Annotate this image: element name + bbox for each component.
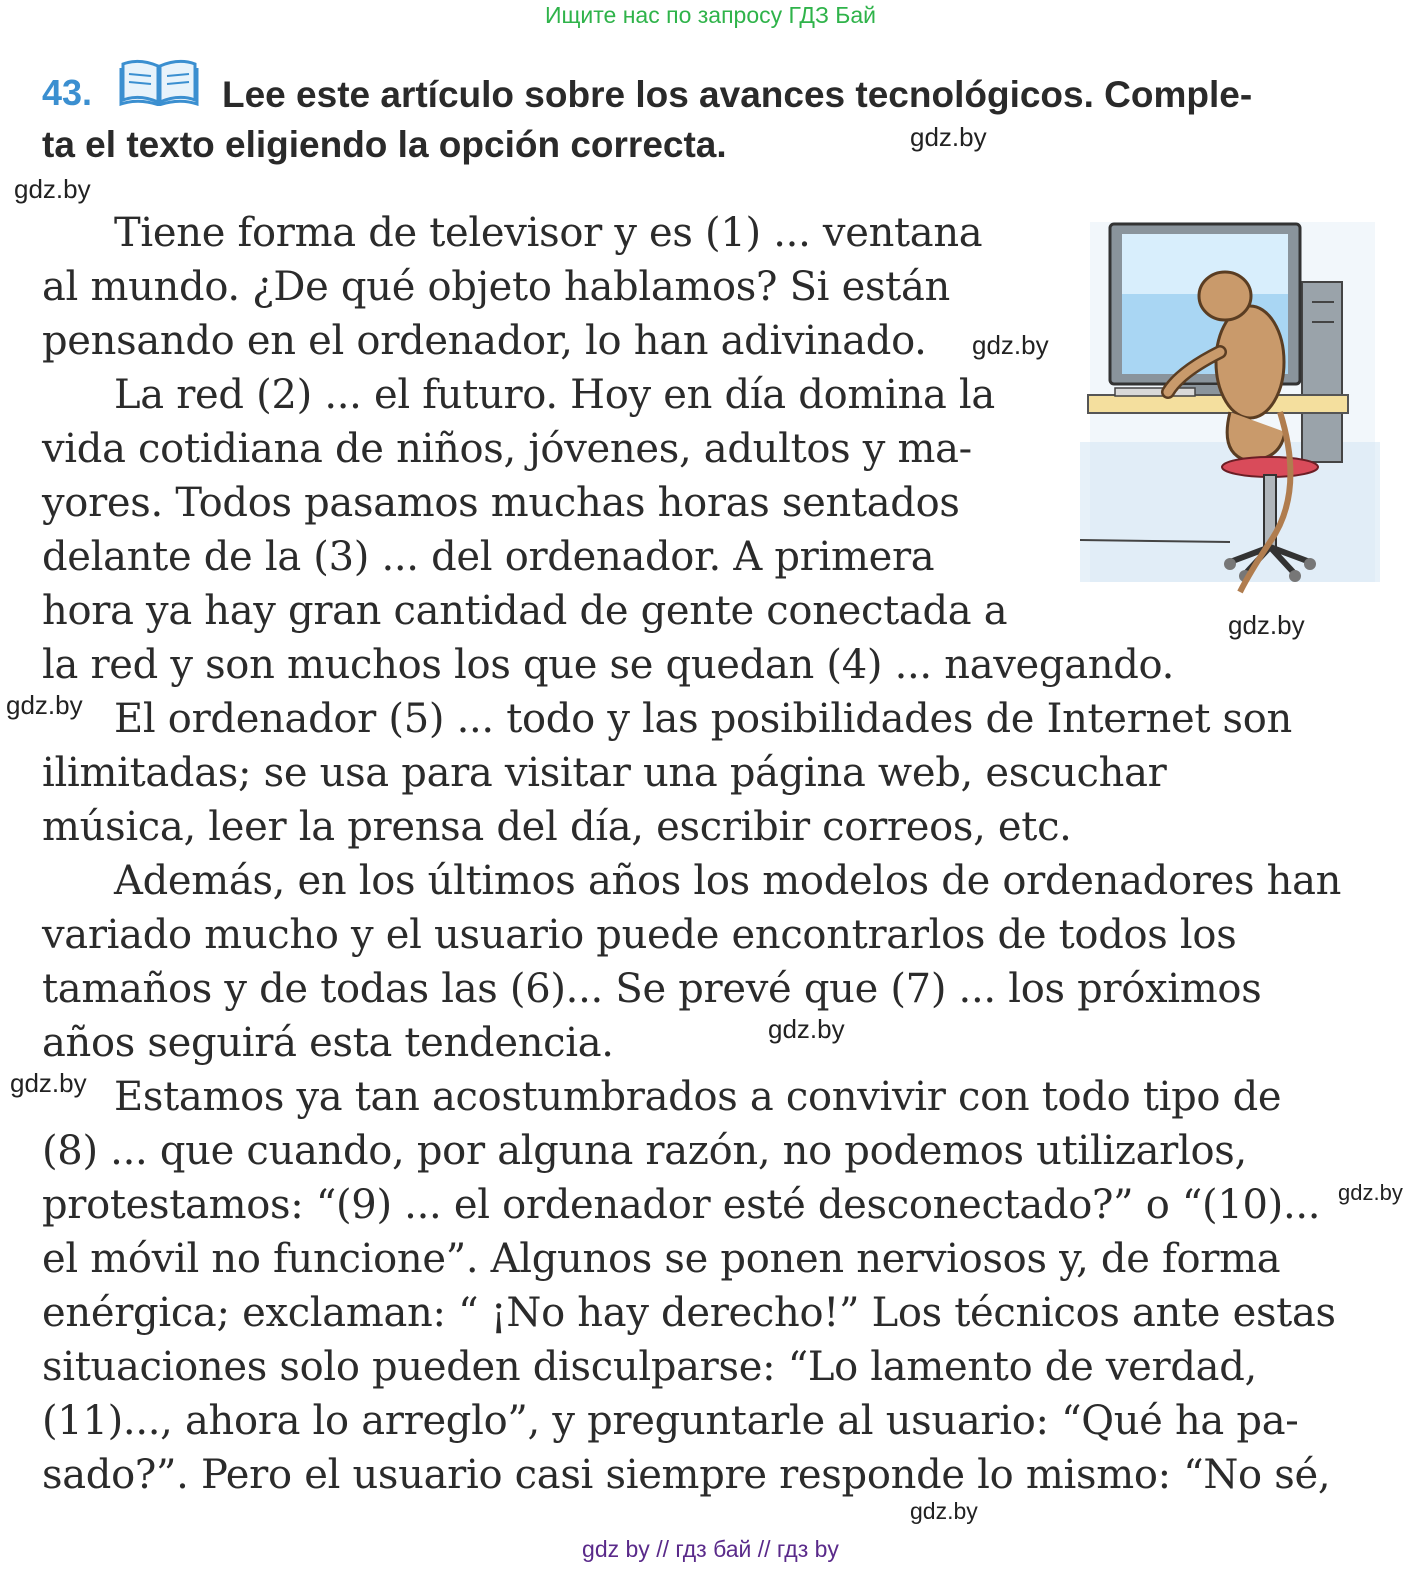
footer: gdz by // гдз бай // гдз by: [582, 1536, 839, 1562]
text-line: Estamos ya tan acostumbrados a convivir con todo tipo de: [114, 1074, 1282, 1120]
watermark: gdz.by: [910, 122, 987, 152]
text-line: (11)..., ahora lo arreglo”, y preguntarle al usuario: “Qué ha pa-: [42, 1398, 1299, 1444]
watermark: gdz.by: [10, 1068, 87, 1098]
watermark: gdz.by: [910, 1498, 978, 1524]
text-line: el móvil no funcione”. Algunos se ponen nerviosos y, de forma: [42, 1236, 1281, 1282]
text-line: Tiene forma de televisor y es (1) ... ventana: [114, 210, 983, 256]
text-line: delante de la (3) ... del ordenador. A primera: [42, 534, 935, 580]
text-line: situaciones solo pueden disculparse: “Lo lamento de verdad,: [42, 1344, 1257, 1390]
text-line: al mundo. ¿De qué objeto hablamos? Si están: [42, 264, 950, 310]
watermark: gdz.by: [1228, 610, 1305, 640]
text-line: hora ya hay gran cantidad de gente conectada a: [42, 588, 1008, 634]
instruction-line-1: Lee este artículo sobre los avances tecnológicos. Comple-: [222, 74, 1253, 115]
watermark: gdz.by: [14, 174, 91, 204]
watermark: gdz.by: [1338, 1180, 1403, 1205]
text-line: (8) ... que cuando, por alguna razón, no podemos utilizarlos,: [42, 1128, 1247, 1174]
text-line: tamaños y de todas las (6)... Se prevé que (7) ... los próximos: [42, 966, 1262, 1012]
text-line: sado?”. Pero el usuario casi siempre responde lo mismo: “No sé,: [42, 1452, 1331, 1498]
watermark: gdz.by: [768, 1014, 845, 1044]
text-line: La red (2) ... el futuro. Hoy en día domina la: [114, 372, 995, 418]
instruction-line-2: ta el texto eligiendo la opción correcta.: [42, 124, 727, 165]
text-line: música, leer la prensa del día, escribir correos, etc.: [42, 804, 1072, 850]
text-line: pensando en el ordenador, lo han adivinado.: [42, 318, 927, 364]
text-line: la red y son muchos los que se quedan (4) ... navegando.: [42, 642, 1175, 688]
text-line: protestamos: “(9) ... el ordenador esté desconectado?” o “(10)...: [42, 1182, 1321, 1228]
text-line: enérgica; exclaman: “ ¡No hay derecho!” Los técnicos ante estas: [42, 1290, 1336, 1336]
watermark: gdz.by: [6, 690, 83, 720]
text-line: El ordenador (5) ... todo y las posibilidades de Internet son: [114, 696, 1292, 742]
monkey-computer-illustration: [1080, 212, 1380, 602]
text-line: años seguirá esta tendencia.: [42, 1020, 614, 1066]
exercise-number: 43.: [42, 72, 93, 113]
text-line: ilimitadas; se usa para visitar una página web, escuchar: [42, 750, 1167, 796]
top-banner: Ищите нас по запросу ГДЗ Бай: [544, 2, 877, 28]
text-line: yores. Todos pasamos muchas horas sentados: [42, 480, 960, 526]
watermark: gdz.by: [972, 330, 1049, 360]
text-line: vida cotidiana de niños, jóvenes, adultos y ma-: [42, 426, 972, 472]
text-line: Además, en los últimos años los modelos de ordenadores han: [114, 858, 1342, 904]
text-line: variado mucho y el usuario puede encontrarlos de todos los: [42, 912, 1237, 958]
exercise-instruction: [42, 70, 1382, 170]
